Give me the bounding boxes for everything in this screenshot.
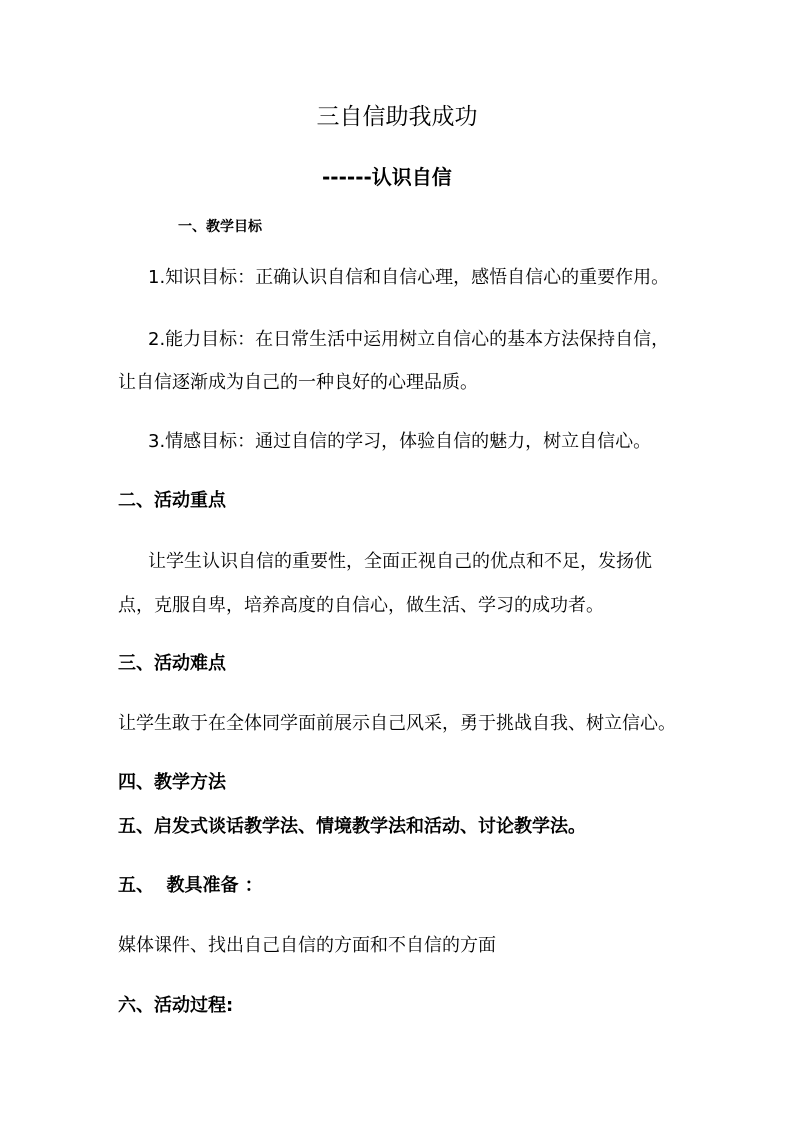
section-heading-difficulty: 三、活动难点 (118, 653, 226, 674)
section-heading-process: 六、活动过程: (118, 995, 234, 1016)
section-heading-focus: 二、活动重点 (118, 490, 226, 511)
goal-knowledge: 1.知识目标：正确认识自信和自信心理，感悟自信心的重要作用。 (148, 267, 670, 288)
document-subtitle: ------认识自信 (322, 165, 452, 189)
section-heading-goals: 一、教学目标 (178, 219, 262, 235)
section-heading-method: 四、教学方法 (118, 772, 226, 793)
difficulty-text: 让学生敢于在全体同学面前展示自己风采，勇于挑战自我、树立信心。 (118, 713, 676, 734)
goal-ability-line2: 让自信逐渐成为自己的一种良好的心理品质。 (118, 372, 478, 393)
method-text: 五、启发式谈话教学法、情境教学法和活动、讨论教学法。 (118, 816, 586, 837)
focus-text-line1: 让学生认识自信的重要性，全面正视自己的优点和不足，发扬优 (148, 551, 652, 572)
goal-emotion: 3.情感目标：通过自信的学习，体验自信的魅力，树立自信心。 (148, 431, 652, 452)
materials-text: 媒体课件、找出自己自信的方面和不自信的方面 (118, 935, 496, 956)
document-title: 三自信助我成功 (316, 104, 478, 130)
goal-ability-line1: 2.能力目标：在日常生活中运用树立自信心的基本方法保持自信， (148, 329, 670, 350)
section-heading-materials: 五、 教具准备 ： (118, 875, 263, 896)
focus-text-line2: 点，克服自卑，培养高度的自信心，做生活、学习的成功者。 (118, 595, 604, 616)
